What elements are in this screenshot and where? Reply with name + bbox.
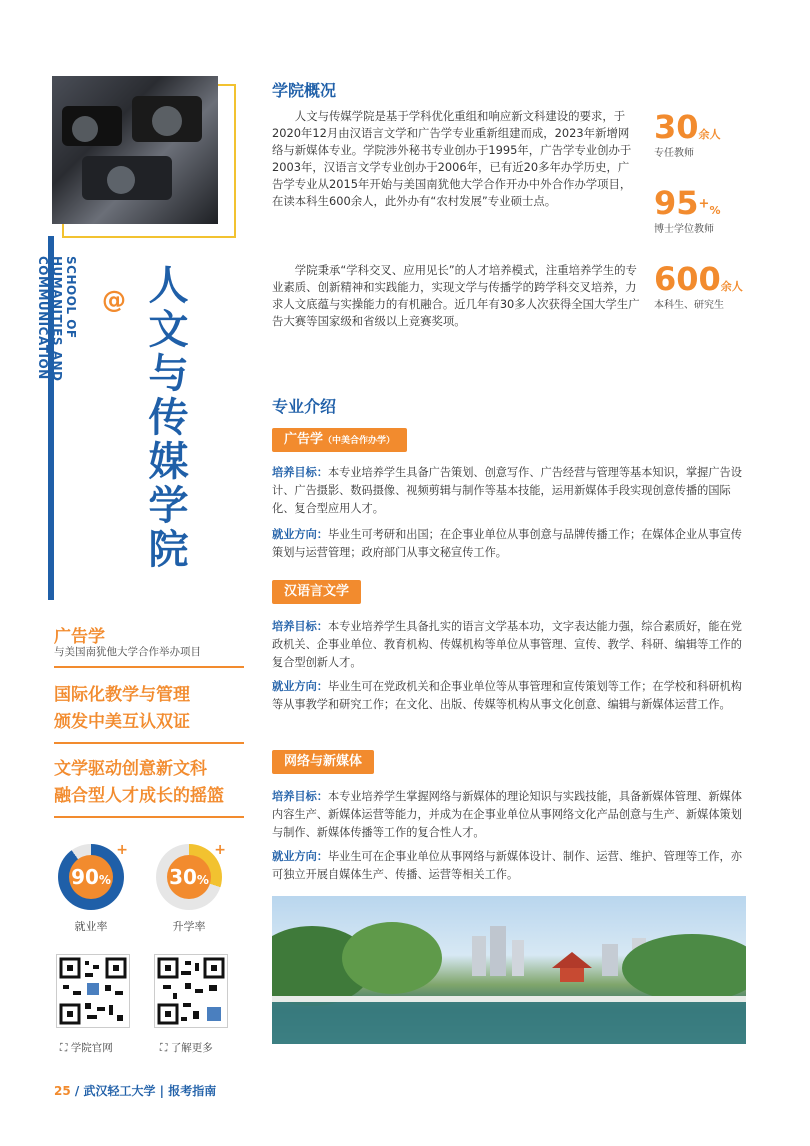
program-title: 广告学 <box>54 627 105 647</box>
stat-teachers: 30余人 专任教师 <box>654 108 721 159</box>
further-study-rate-label: 升学率 <box>172 920 206 933</box>
overview-title: 学院概况 <box>272 81 337 100</box>
program-subtitle: 与美国南犹他大学合作举办项目 <box>54 646 201 658</box>
college-name: 人文与传媒学院 <box>142 264 188 572</box>
footer-text: 武汉轻工大学 | 报考指南 <box>83 1084 217 1098</box>
divider <box>54 666 244 668</box>
footer-slash: / <box>74 1084 80 1098</box>
at-icon: @ <box>102 286 126 314</box>
overview-paragraph-1: 人文与传媒学院是基于学科优化重组和响应新文科建设的要求，于2020年12月由汉语言文学和广告学专业重新组建而成，2023年新增网络与新媒体专业。学院涉外秘书专业创办于1995年，广告学专业创办于2003年，汉语言文学专业创办于2006年，已有近20多年办学历史，广告学专业从2015年开始与美国南犹他大学合作开办中外合作办学项目，在读本科生600余人，此外办有“农村发展”专业硕士点。 <box>272 109 632 208</box>
major-tag-new-media: 网络与新媒体 <box>272 750 374 774</box>
major-career: 就业方向：毕业生可考研和出国；在企事业单位从事创意与品牌传播工作；在媒体企业从事宣传策划与运营管理；政府部门从事文秘宣传工作。 <box>272 528 742 559</box>
stat-doctors: 95+% 博士学位教师 <box>654 184 721 235</box>
further-study-rate-donut <box>156 842 226 910</box>
qr-label-website: ⛶ 学院官网 <box>60 1042 113 1054</box>
plus-sign: + <box>214 842 226 858</box>
employment-rate-label: 就业率 <box>74 920 108 933</box>
stat-students: 600余人 本科生、研究生 <box>654 260 743 311</box>
page-number: 25 <box>54 1084 71 1098</box>
qr-code-website[interactable] <box>56 954 130 1028</box>
major-goal: 培养目标：本专业培养学生掌握网络与新媒体的理论知识与实践技能，具备新媒体管理、新媒体内容生产、新媒体运营等能力，并成为在企事业单位从事网络文化产品创意与生产、新媒体策划与制作、新媒体传播等工作的复合性人才。 <box>272 790 742 839</box>
divider <box>54 816 244 818</box>
campus-lake-photo <box>272 896 746 1044</box>
slogan: 颁发中美互认双证 <box>54 712 190 732</box>
slogan-block-2 <box>54 756 244 810</box>
plus-sign: + <box>116 842 128 858</box>
major-goal: 培养目标：本专业培养学生具备广告策划、创意写作、广告经营与管理等基本知识，掌握广告设计、广告摄影、数码摄像、视频剪辑与制作等基本技能，运用新媒体手段实现创意传播的国际化、复合型应用人才。 <box>272 466 742 515</box>
slogan: 融合型人才成长的摇篮 <box>54 786 224 806</box>
scan-icon: ⛶ <box>60 1042 71 1054</box>
divider <box>54 742 244 744</box>
overview-paragraph-2: 学院秉承“学科交叉、应用见长”的人才培养模式，注重培养学生的专业素质、创新精神和实践能力，实现文学与传播学的跨学科交叉培养，力求人文底蕴与实操能力的有机融合。近几年有30多人次获得全国大学生广告大赛等国家级和省级以上竞赛奖项。 <box>272 263 640 328</box>
footer <box>54 1082 216 1099</box>
major-tag-advertising: 广告学（中美合作办学） <box>272 428 407 452</box>
major-career: 就业方向：毕业生可在企事业单位从事网络与新媒体设计、制作、运营、维护、管理等工作，亦可独立开展自媒体生产、传播、运营等相关工作。 <box>272 850 742 881</box>
further-study-rate-value: 30% <box>167 855 211 899</box>
major-career: 就业方向：毕业生可在党政机关和企事业单位等从事管理和宣传策划等工作；在学校和科研机构等从事教学和研究工作；在文化、出版、传媒等机构从事文化创意、编辑与新媒体运营工作。 <box>272 680 742 711</box>
english-college-name: SCHOOL OF HUMANITIES AND COMMUNICATION <box>36 256 78 382</box>
slogan-block-1 <box>54 682 244 736</box>
slogan: 国际化教学与管理 <box>54 685 190 705</box>
slogan: 文学驱动创意新文科 <box>54 759 207 779</box>
scan-icon: ⛶ <box>160 1042 171 1054</box>
qr-label-more: ⛶ 了解更多 <box>160 1042 213 1054</box>
camera-photo <box>52 76 218 224</box>
majors-title: 专业介绍 <box>272 397 337 416</box>
employment-rate-donut <box>58 842 128 910</box>
major-tag-chinese: 汉语言文学 <box>272 580 361 604</box>
major-goal: 培养目标：本专业培养学生具备扎实的语言文学基本功，文字表达能力强，综合素质好，能在党政机关、企事业单位、教育机构、传媒机构等单位从事管理、宣传、教学、科研、编辑等工作的复合型创新人才。 <box>272 620 742 669</box>
qr-code-more[interactable] <box>154 954 228 1028</box>
employment-rate-value: 90% <box>69 855 113 899</box>
